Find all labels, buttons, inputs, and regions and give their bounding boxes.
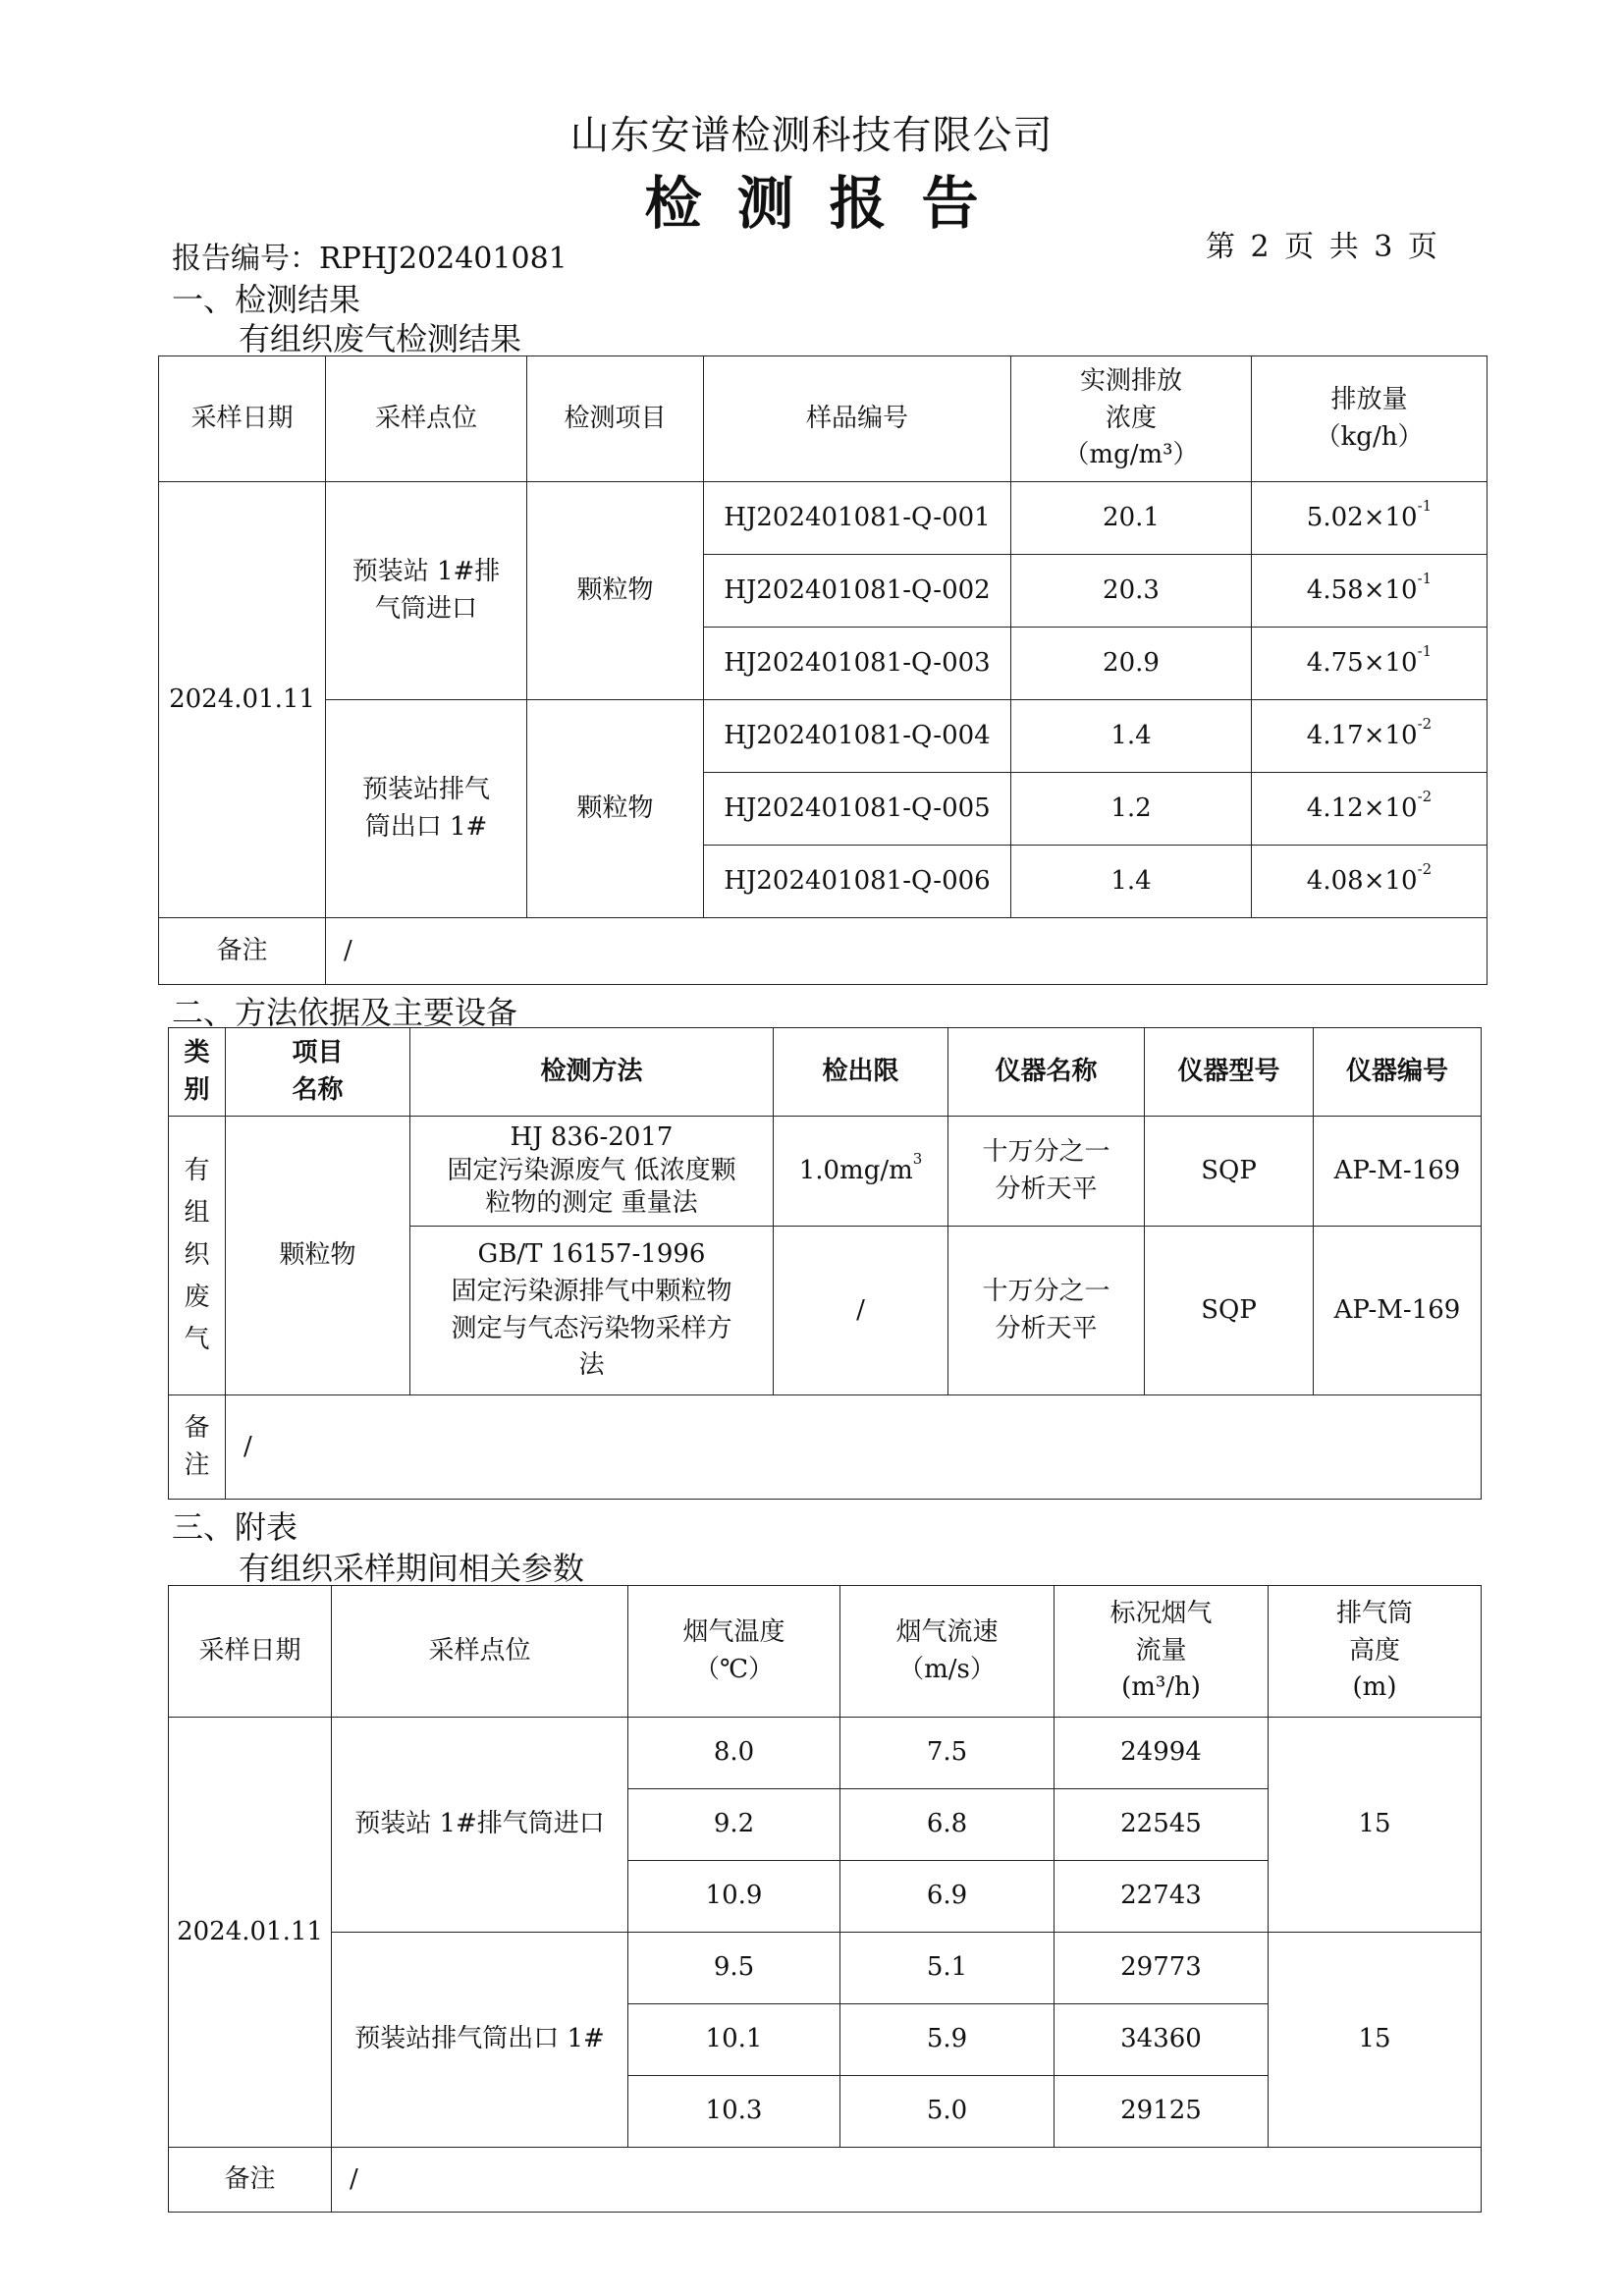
standard-flow: 29773 [1055, 1933, 1269, 2004]
sampling-point: 预装站 1#排气筒进口 [332, 1718, 628, 1933]
gas-temperature: 10.3 [628, 2076, 840, 2148]
concentration-value: 1.4 [1011, 846, 1252, 918]
remark-value: / [332, 2148, 1482, 2213]
header-sampling-point: 采样点位 [326, 356, 527, 482]
page-info: 第 2 页 共 3 页 [1206, 230, 1437, 264]
standard-flow: 29125 [1055, 2076, 1269, 2148]
header-stack-height: 排气筒 高度 (m) [1269, 1586, 1482, 1718]
sampling-point: 预装站排气筒出口 1# [332, 1933, 628, 2148]
gas-velocity: 5.1 [840, 1933, 1055, 2004]
emission-rate-value: $4.58\times 10^{-1}$ [1252, 555, 1488, 628]
report-title: 检测报告 [644, 170, 1014, 237]
concentration-value: 1.2 [1011, 773, 1252, 846]
header-instrument-name: 仪器名称 [948, 1028, 1145, 1117]
instrument-number: AP-M-169 [1314, 1117, 1482, 1227]
test-method: GB/T 16157-1996 固定污染源排气中颗粒物 测定与气态污染物采样方 法 [410, 1227, 774, 1395]
method-equipment-table [168, 1027, 1482, 1500]
remark-value: / [226, 1395, 1482, 1500]
sample-id: HJ202401081-Q-006 [704, 846, 1011, 918]
gas-temperature: 9.5 [628, 1933, 840, 2004]
header-instrument-model: 仪器型号 [1145, 1028, 1314, 1117]
gas-velocity: 6.9 [840, 1861, 1055, 1933]
header-emission-rate: 排放量 （kg/h） [1252, 356, 1488, 482]
remark-label: 备注 [169, 2148, 332, 2213]
test-item: 颗粒物 [527, 482, 704, 700]
header-sampling-date: 采样日期 [159, 356, 326, 482]
test-item: 颗粒物 [527, 700, 704, 918]
header-item-name: 项目 名称 [226, 1028, 410, 1117]
sampling-parameters-table [168, 1585, 1482, 2213]
gas-temperature: 9.2 [628, 1789, 840, 1861]
header-gas-temperature: 烟气温度 （℃） [628, 1586, 840, 1718]
sampling-date: 2024.01.11 [169, 1718, 332, 2148]
standard-flow: 34360 [1055, 2004, 1269, 2076]
remark-value: / [326, 918, 1488, 985]
section3-subheading: 有组织采样期间相关参数 [239, 1550, 585, 1587]
gas-temperature: 10.1 [628, 2004, 840, 2076]
test-method: HJ 836-2017 固定污染源废气 低浓度颗 粒物的测定 重量法 [410, 1117, 774, 1227]
standard-flow: 22743 [1055, 1861, 1269, 1933]
header-test-method: 检测方法 [410, 1028, 774, 1117]
header-gas-velocity: 烟气流速 （m/s） [840, 1586, 1055, 1718]
instrument-number: AP-M-169 [1314, 1227, 1482, 1395]
gas-velocity: 5.0 [840, 2076, 1055, 2148]
sample-id: HJ202401081-Q-004 [704, 700, 1011, 773]
concentration-value: 20.1 [1011, 482, 1252, 555]
concentration-value: 1.4 [1011, 700, 1252, 773]
concentration-value: 20.9 [1011, 628, 1252, 700]
company-name: 山东安谱检测科技有限公司 [569, 113, 1054, 158]
section3-heading: 三、附表 [172, 1508, 298, 1546]
standard-flow: 24994 [1055, 1718, 1269, 1789]
instrument-model: SQP [1145, 1227, 1314, 1395]
header-standard-flow: 标况烟气 流量 (m³/h) [1055, 1586, 1269, 1718]
header-detection-limit: 检出限 [774, 1028, 948, 1117]
header-sampling-date: 采样日期 [169, 1586, 332, 1718]
instrument-name: 十万分之一 分析天平 [948, 1227, 1145, 1395]
stack-height: 15 [1269, 1718, 1482, 1933]
section2-heading: 二、方法依据及主要设备 [172, 994, 518, 1031]
sampling-date: 2024.01.11 [159, 482, 326, 918]
remark-label: 备 注 [169, 1395, 226, 1500]
emission-rate-value: $4.08\times 10^{-2}$ [1252, 846, 1488, 918]
header-test-item: 检测项目 [527, 356, 704, 482]
sample-id: HJ202401081-Q-005 [704, 773, 1011, 846]
header-category: 类 别 [169, 1028, 226, 1117]
instrument-model: SQP [1145, 1117, 1314, 1227]
detection-limit: / [774, 1227, 948, 1395]
emission-rate-value: $4.12\times 10^{-2}$ [1252, 773, 1488, 846]
header-instrument-number: 仪器编号 [1314, 1028, 1482, 1117]
sample-id: HJ202401081-Q-002 [704, 555, 1011, 628]
stack-height: 15 [1269, 1933, 1482, 2148]
concentration-value: 20.3 [1011, 555, 1252, 628]
sampling-point: 预装站排气 筒出口 1# [326, 700, 527, 918]
detection-limit: $1.0mg/m^3$ [774, 1117, 948, 1227]
report-number: 报告编号：RPHJ202401081 [172, 242, 568, 276]
remark-label: 备注 [159, 918, 326, 985]
sample-id: HJ202401081-Q-001 [704, 482, 1011, 555]
sampling-point: 预装站 1#排 气筒进口 [326, 482, 527, 700]
emission-results-table [158, 355, 1488, 985]
header-sampling-point: 采样点位 [332, 1586, 628, 1718]
category: 有 组 织 废 气 [169, 1117, 226, 1395]
emission-rate-value: $4.75\times 10^{-1}$ [1252, 628, 1488, 700]
standard-flow: 22545 [1055, 1789, 1269, 1861]
section1-heading: 一、检测结果 [172, 281, 361, 318]
gas-temperature: 10.9 [628, 1861, 840, 1933]
gas-velocity: 5.9 [840, 2004, 1055, 2076]
sample-id: HJ202401081-Q-003 [704, 628, 1011, 700]
gas-velocity: 6.8 [840, 1789, 1055, 1861]
emission-rate-value: $4.17\times 10^{-2}$ [1252, 700, 1488, 773]
header-concentration: 实测排放 浓度 （mg/m³） [1011, 356, 1252, 482]
emission-rate-value: $5.02\times 10^{-1}$ [1252, 482, 1488, 555]
header-sample-id: 样品编号 [704, 356, 1011, 482]
instrument-name: 十万分之一 分析天平 [948, 1117, 1145, 1227]
gas-velocity: 7.5 [840, 1718, 1055, 1789]
section1-subheading: 有组织废气检测结果 [239, 320, 522, 357]
item-name: 颗粒物 [226, 1117, 410, 1395]
gas-temperature: 8.0 [628, 1718, 840, 1789]
